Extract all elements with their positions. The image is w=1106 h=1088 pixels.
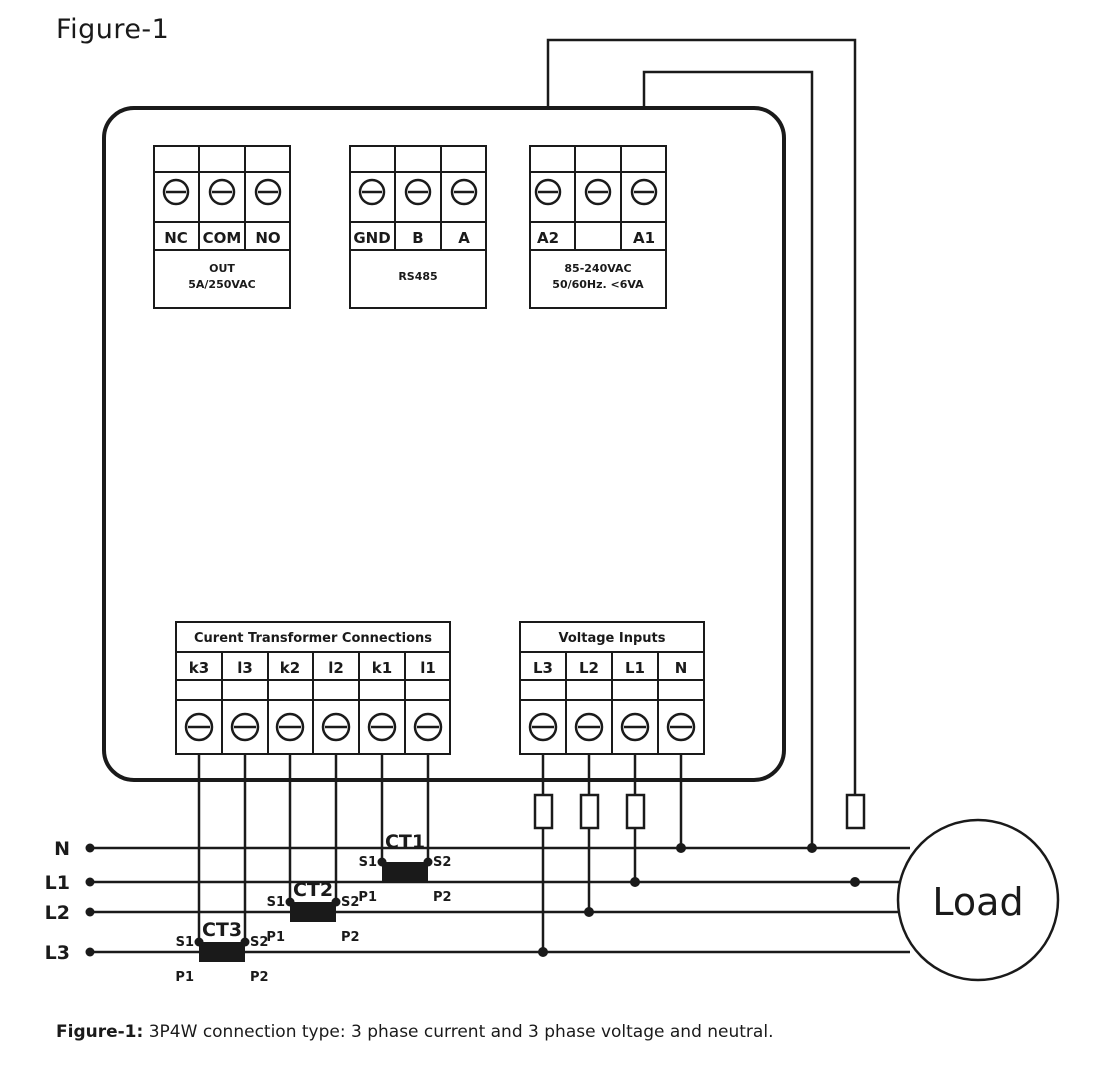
caption-bold: Figure-1: [56, 1022, 144, 1042]
ct1 [358, 831, 451, 905]
terminal-label: A [458, 229, 470, 247]
rs485-block [350, 146, 486, 308]
ct3-p2-label: P2 [250, 970, 269, 985]
load-label: Load [932, 880, 1024, 924]
terminal-label: l2 [328, 659, 344, 677]
ct2-p2-label: P2 [341, 930, 360, 945]
voltage-block-title: Voltage Inputs [558, 631, 666, 646]
terminal-label: B [412, 229, 424, 247]
ct2-s2-label: S2 [341, 895, 360, 910]
ct1-p1-label: P1 [358, 890, 377, 905]
bus-start-dots [86, 844, 95, 957]
ct1-p2-label: P2 [433, 890, 452, 905]
terminal-label: N [674, 659, 688, 677]
terminal-label: L1 [625, 659, 645, 677]
terminal-label: l3 [237, 659, 253, 677]
block-label-line1: OUT [209, 262, 235, 275]
ct3-s1-label: S1 [175, 935, 194, 950]
ct-block-title: Curent Transformer Connections [193, 631, 433, 646]
block-label-line2: 50/60Hz. <6VA [552, 278, 644, 291]
voltage-terminal-block [520, 622, 704, 754]
terminal-label: L2 [579, 659, 599, 677]
terminal-label: k3 [188, 659, 210, 677]
voltage-sense-wires [543, 754, 681, 952]
terminal-label: L3 [533, 659, 553, 677]
ct1-s1-label: S1 [358, 855, 377, 870]
bus-label-l3: L3 [44, 942, 70, 964]
block-label-line1: 85-240VAC [564, 262, 632, 275]
terminal-label: l1 [420, 659, 436, 677]
junction-dots [538, 843, 860, 957]
terminal-label: NO [255, 229, 281, 247]
ct2-p1-label: P1 [266, 930, 285, 945]
ct1-label: CT1 [384, 831, 426, 853]
figure-caption [56, 1022, 773, 1042]
ct3-label: CT3 [201, 919, 243, 941]
bus-label-n: N [54, 838, 70, 860]
block-label-line1: RS485 [398, 270, 438, 283]
terminal-label: k1 [371, 659, 393, 677]
ct3-p1-label: P1 [175, 970, 194, 985]
bus-label-l2: L2 [44, 902, 70, 924]
terminal-label: k2 [279, 659, 301, 677]
fuse-symbols [535, 795, 864, 828]
block-label-line2: 5A/250VAC [188, 278, 256, 291]
terminal-label: COM [202, 229, 242, 247]
power-supply-block [530, 146, 666, 308]
ct1-s2-label: S2 [433, 855, 452, 870]
bus-label-l1: L1 [44, 872, 70, 894]
figure-title: Figure-1 [56, 14, 170, 45]
terminal-label: NC [164, 229, 188, 247]
relay-output-block [154, 146, 290, 308]
terminal-label: A1 [632, 229, 656, 247]
terminal-label: A2 [536, 229, 560, 247]
caption-text: 3P4W connection type: 3 phase current and 3 phase voltage and neutral. [143, 1022, 774, 1042]
ct2-s1-label: S1 [266, 895, 285, 910]
terminal-label: GND [353, 229, 391, 247]
ct2-label: CT2 [292, 879, 334, 901]
ct-terminal-block [176, 622, 450, 754]
ct3-s2-label: S2 [250, 935, 269, 950]
